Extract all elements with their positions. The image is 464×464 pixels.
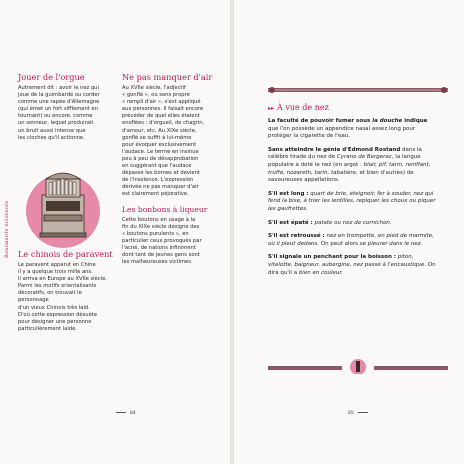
text-line: les cloches qu'il actionne. (18, 134, 85, 141)
text-line: « gonflé », ou sens propre (122, 92, 190, 99)
text-line: particulier ceux provoqués par (122, 237, 202, 244)
text-line: l'acné, de nations infiniment (122, 244, 196, 251)
text-line: un sonneur, lequel produirait (18, 120, 94, 127)
text-line: Cette boutons en usage à la (122, 216, 196, 223)
text-line: d'amour, etc. Au XIXe siècle, (122, 127, 197, 134)
text-line: Le paravent apparut en Chine (18, 262, 96, 268)
section-body-bonbons-liqueur (122, 217, 214, 267)
text-line: Autrement dit : avoir le nez qui (18, 85, 99, 91)
text-line: fin du XIXe siècle désigne des (122, 223, 200, 230)
text-line: de l'insolence. L'expression (122, 177, 194, 184)
right-paragraph-1: La faculté de pouvoir fumer sous la douche indique que l'on possède un appendice nasal assez long pour protéger la cigarette de l'eau. (268, 118, 428, 140)
decorative-band-top (268, 86, 448, 94)
text-line: un bruit aussi intense que (18, 127, 86, 134)
folio-left: 84 (130, 411, 136, 416)
organ-icon (20, 165, 106, 251)
text-line: il y a quelque trois mille ans. (18, 269, 93, 276)
right-heading (268, 103, 329, 112)
section-body-jouer-orgue (18, 85, 108, 142)
text-line: particulièrement laide. (18, 325, 77, 332)
text-line: D'où cette expression désuète (18, 311, 98, 318)
right-paragraph-2: Sans atteindre le génie d'Edmond Rostand dans la célèbre tirade du nez de Cyrano de Bergerac, la langue populaire a doté le nez (en argot : blair, pif, tarin, reniflant, truffe, nozareth, tarin, tabatière, et bien d'autres) de savoureuses appellations. (268, 146, 431, 184)
right-body (268, 118, 438, 283)
section-body-manquer-air (122, 85, 214, 199)
text-line: peu à peu de désapprobation (122, 155, 199, 162)
side-label: Boniments éclatants (4, 200, 10, 258)
text-line: dont tant de jeunes gens sont (122, 251, 200, 258)
text-line: les malheureuses victimes. (122, 259, 193, 266)
text-line: (qui émet un fort sifflement en (18, 106, 98, 113)
text-line: Parmi les motifs orientalisants (18, 283, 97, 290)
section-title-bonbons-liqueur: Les bonbons à liqueur (122, 204, 208, 214)
left-column-1 (18, 73, 108, 142)
text-line: Il arriva en Europe au XVIIe siècle. (18, 276, 107, 283)
text-line: enoflées : d'orgueil, de chagrin, (122, 120, 205, 127)
text-line: tournant) ou encore, comme (18, 113, 93, 120)
text-line: en suggérant que l'audace (122, 163, 192, 170)
section-title-jouer-orgue: Jouer de l'orgue (18, 72, 85, 82)
right-paragraph-3: S'il est long : quart de brie, éteignoir, fer à souder, nez qui fend la bise, à trier les lentilles, repiquer les choux ou piquer les gaufrettes. (268, 190, 436, 212)
page-number-right (348, 411, 372, 416)
text-line: l'audace. Le terme en insinue (122, 148, 199, 155)
text-line: d'un vieux Chinois très laid. (18, 304, 90, 311)
right-paragraph-5: S'il est retroussé : nez en trompette, en pied de marmite, où il pleut dedans. On peut alors se pleurer dans le nez. (268, 233, 434, 247)
text-line: précéder de quel elles étaient (122, 113, 200, 120)
left-column-1b (18, 250, 114, 333)
text-line: pour désigner une personne (18, 318, 92, 325)
text-line: dépasse les bornes et devient (122, 170, 200, 177)
text-line: joue de la guimbarde ou corder (18, 92, 100, 99)
folio-right: 85 (348, 411, 354, 416)
decorative-band-bottom (268, 358, 448, 374)
arrow-icon: ▸▸ (268, 105, 275, 112)
right-paragraph-6: S'il signale un penchant pour la boisson : piton, vitelotte, baigneur, aubergine, nez passé à l'encaustique. On dira qu'il a bien en couleur. (268, 254, 436, 276)
section-title-chinois-paravent: Le chinois de paravent (18, 249, 113, 259)
right-heading-text: À vue de nez (277, 103, 329, 112)
right-paragraph-4: S'il est épaté : patate ou nez de cornichon. (268, 219, 392, 226)
text-line: Au XVIIe siècle, l'adjectif (122, 85, 186, 91)
text-line: pour évoquer exclusivement (122, 141, 197, 148)
page-number-left (112, 411, 136, 416)
text-line: gonflé se suffit à lui-même (122, 134, 192, 141)
text-line: dérivée ne pas manquer d'air (122, 184, 199, 191)
text-line: comme une rapée d'Allemagne (18, 99, 100, 106)
left-column-2 (122, 73, 214, 266)
section-body-chinois-paravent (18, 262, 114, 333)
text-line: décoratifs, on trouvait le personnage (18, 290, 82, 304)
section-title-manquer-air: Ne pas manquer d'air (122, 72, 213, 82)
text-line: aux personnes. Il faisait encore (122, 106, 204, 113)
text-line: est clairement péjorative. (122, 191, 189, 198)
organ-illustration (20, 165, 106, 251)
text-line: « rempli d'air », s'est appliqué (122, 99, 201, 106)
text-line: « boutons purulents », en (122, 230, 189, 237)
